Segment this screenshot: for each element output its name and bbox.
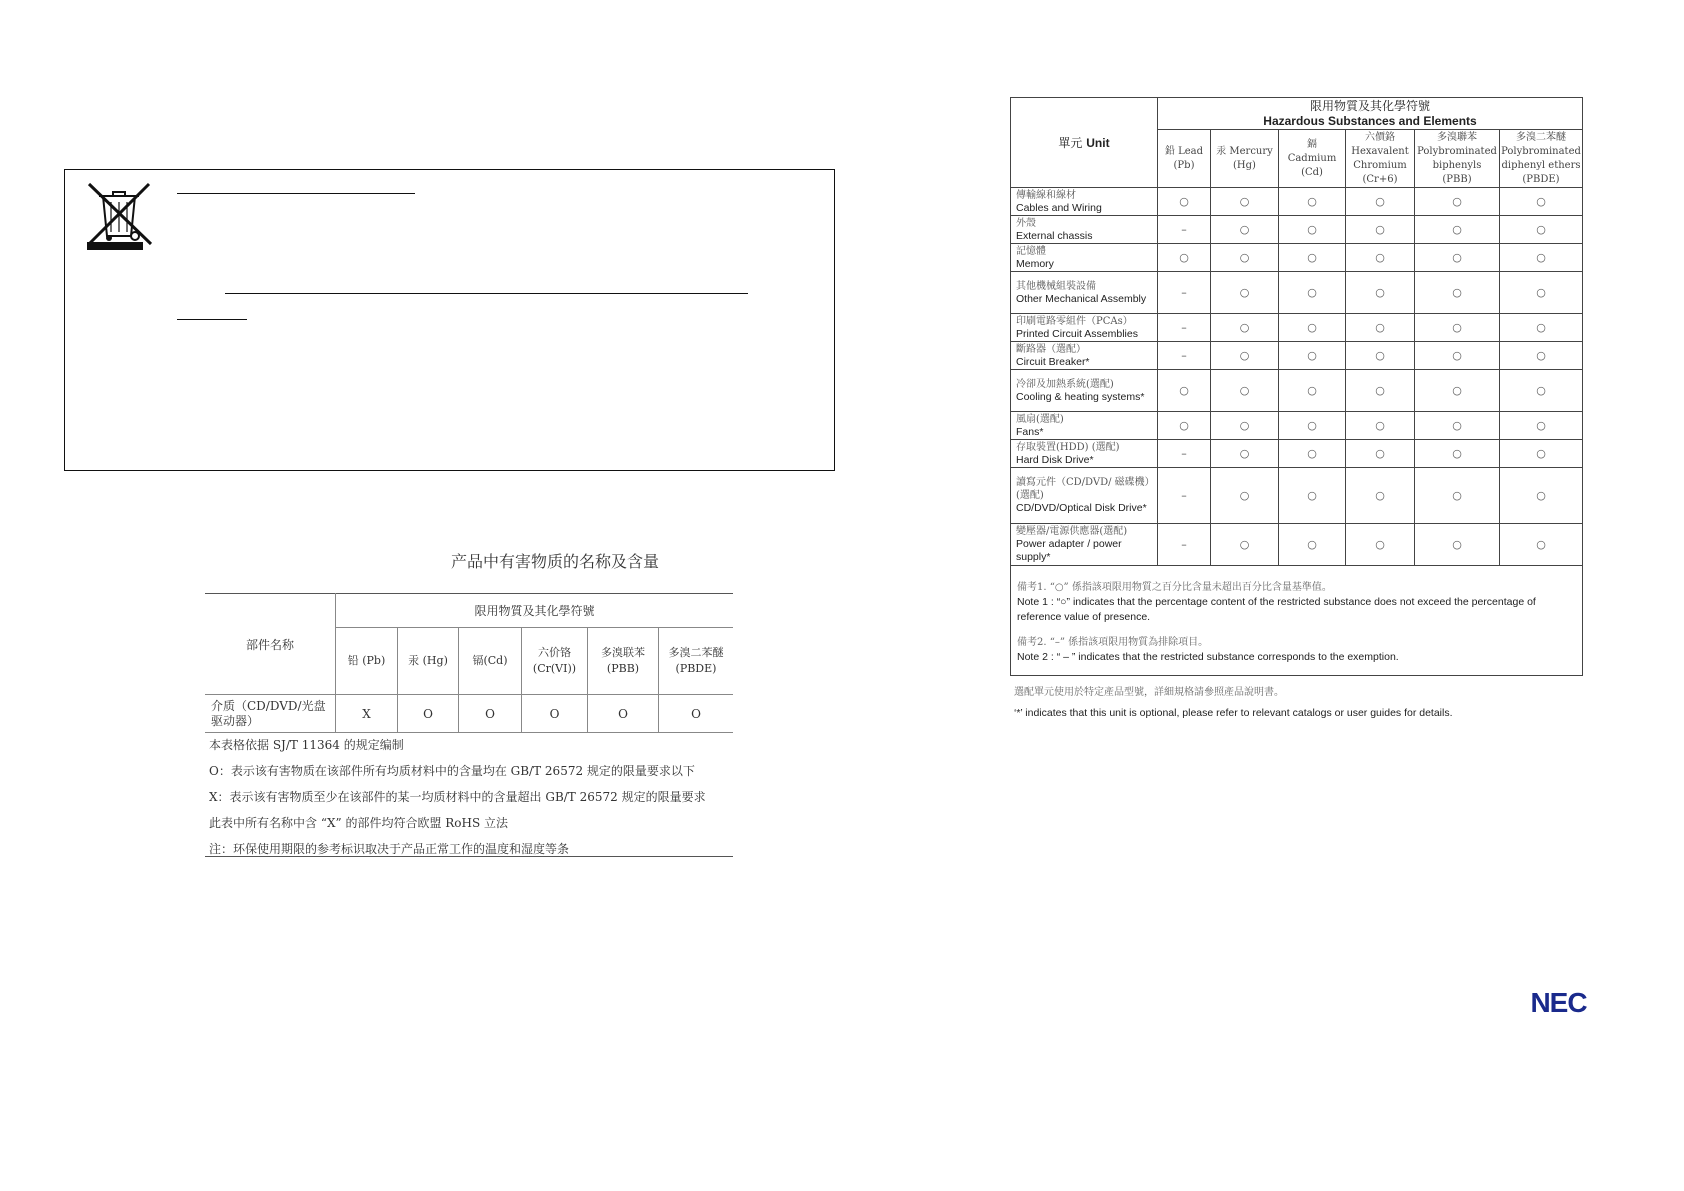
value-cell: ○	[1500, 468, 1583, 524]
table-row	[1011, 412, 1583, 440]
value-cell: ○	[1500, 314, 1583, 342]
value-cell: ○	[1279, 524, 1346, 566]
value-cell: ○	[1346, 314, 1415, 342]
table-row	[1011, 314, 1583, 342]
value-cell: –	[1158, 342, 1211, 370]
value-cell: ○	[1279, 244, 1346, 272]
table-row	[1011, 188, 1583, 216]
value-cell: ○	[1500, 272, 1583, 314]
value-cell: ○	[1346, 342, 1415, 370]
column-header-pb: 铅 (Pb)	[336, 628, 398, 695]
table-row	[1011, 342, 1583, 370]
row-label: 風扇(選配) Fans*	[1011, 412, 1158, 440]
value-cell: ○	[1279, 412, 1346, 440]
column-header-hg: 汞 (Hg)	[398, 628, 459, 695]
value-cell: O	[459, 695, 522, 733]
value-cell: ○	[1500, 440, 1583, 468]
value-cell: ○	[1279, 370, 1346, 412]
row-label: 其他機械組裝設備 Other Mechanical Assembly	[1011, 272, 1158, 314]
value-cell: –	[1158, 524, 1211, 566]
value-cell: ○	[1415, 314, 1500, 342]
value-cell: ○	[1211, 342, 1279, 370]
column-header-pbb: 多溴聯苯 Polybrominated biphenyls (PBB)	[1415, 130, 1500, 188]
note-line: X：表示该有害物质至少在该部件的某一均质材料中的含量超出 GB/T 26572 规定的限量要求	[209, 790, 706, 804]
group-header: 限用物質及其化學符號 Hazardous Substances and Elements	[1158, 98, 1583, 130]
row-label: 印刷電路零組件（PCAs） Printed Circuit Assemblies	[1011, 314, 1158, 342]
value-cell: ○	[1346, 272, 1415, 314]
value-cell: ○	[1500, 244, 1583, 272]
value-cell: ○	[1158, 244, 1211, 272]
value-cell: ○	[1279, 188, 1346, 216]
value-cell: ○	[1415, 412, 1500, 440]
note-line: 注：环保使用期限的参考标识取决于产品正常工作的温度和湿度等条	[209, 842, 570, 856]
column-header-cd: 鎘 Cadmium (Cd)	[1279, 130, 1346, 188]
nec-logo	[1516, 989, 1601, 1015]
value-cell: O	[588, 695, 659, 733]
footnote-zh: 選配單元使用於特定產品型號，詳細規格請參照產品說明書。	[1014, 687, 1284, 698]
value-cell: ○	[1346, 524, 1415, 566]
value-cell: ○	[1415, 342, 1500, 370]
value-cell: ○	[1279, 468, 1346, 524]
row-label: 變壓器/電源供應器(選配) Power adapter / power supply*	[1011, 524, 1158, 566]
value-cell: ○	[1415, 272, 1500, 314]
notes-row	[1011, 566, 1583, 676]
row-label: 存取裝置(HDD) (選配) Hard Disk Drive*	[1011, 440, 1158, 468]
value-cell: ○	[1211, 468, 1279, 524]
value-cell: ○	[1415, 524, 1500, 566]
table-row	[1011, 216, 1583, 244]
row-label: 斷路器（選配） Circuit Breaker*	[1011, 342, 1158, 370]
value-cell: ○	[1346, 412, 1415, 440]
text-underline	[225, 293, 748, 294]
cn-table-notes	[209, 732, 733, 862]
note-line: 此表中所有名称中含 “X” 的部件均符合欧盟 RoHS 立法	[209, 816, 509, 830]
value-cell: –	[1158, 314, 1211, 342]
value-cell: ○	[1415, 440, 1500, 468]
divider	[205, 856, 733, 857]
value-cell: ○	[1211, 216, 1279, 244]
value-cell: ○	[1279, 272, 1346, 314]
value-cell: ○	[1500, 370, 1583, 412]
value-cell: ○	[1158, 188, 1211, 216]
group-header: 限用物質及其化學符號	[336, 594, 734, 628]
value-cell: ○	[1211, 412, 1279, 440]
value-cell: ○	[1415, 370, 1500, 412]
column-header-pbb: 多溴联苯 (PBB)	[588, 628, 659, 695]
part-name-cell: 介质（CD/DVD/光盘驱动器）	[205, 695, 336, 733]
tw-table-footnote	[1014, 682, 1614, 724]
value-cell: ○	[1500, 412, 1583, 440]
value-cell: ○	[1279, 440, 1346, 468]
table-row	[1011, 468, 1583, 524]
value-cell: ○	[1415, 188, 1500, 216]
value-cell: O	[398, 695, 459, 733]
value-cell: ○	[1415, 216, 1500, 244]
weee-logo-bar	[87, 242, 143, 250]
value-cell: ○	[1346, 468, 1415, 524]
value-cell: ○	[1279, 314, 1346, 342]
table-row	[1011, 524, 1583, 566]
value-cell: ○	[1158, 412, 1211, 440]
value-cell: ○	[1346, 244, 1415, 272]
value-cell: ○	[1211, 188, 1279, 216]
value-cell: ○	[1415, 468, 1500, 524]
column-header-cr6: 六價鉻 Hexavalent Chromium (Cr+6)	[1346, 130, 1415, 188]
note2-en: Note 2 : “ – ” indicates that the restricted substance corresponds to the exemption.	[1017, 651, 1399, 663]
column-header-pb: 鉛 Lead (Pb)	[1158, 130, 1211, 188]
nec-logo-text: NEC	[1530, 989, 1587, 1015]
value-cell: ○	[1346, 440, 1415, 468]
value-cell: –	[1158, 216, 1211, 244]
table-row	[1011, 370, 1583, 412]
value-cell: ○	[1500, 524, 1583, 566]
value-cell: ○	[1279, 342, 1346, 370]
column-header-hg: 汞 Mercury (Hg)	[1211, 130, 1279, 188]
text-underline	[177, 319, 247, 320]
table-row	[205, 695, 733, 733]
unit-header: 單元 Unit	[1011, 98, 1158, 188]
value-cell: O	[522, 695, 588, 733]
note1-en: Note 1 : “○” indicates that the percentage content of the restricted substance does not exceed the percentage of reference value of presence.	[1017, 596, 1536, 623]
cn-hazardous-substance-table	[205, 593, 733, 733]
table-notes	[1011, 566, 1583, 676]
note2-zh: 備考2. “–” 係指該項限用物質為排除項目。	[1017, 637, 1209, 648]
value-cell: ○	[1211, 440, 1279, 468]
tw-hazardous-substance-table	[1010, 97, 1583, 676]
cn-table-title: 产品中有害物质的名称及含量	[450, 552, 659, 571]
value-cell: ○	[1500, 342, 1583, 370]
value-cell: ○	[1346, 370, 1415, 412]
row-label: 冷卻及加熱系統(選配) Cooling & heating systems*	[1011, 370, 1158, 412]
row-label: 傳輸線和線材 Cables and Wiring	[1011, 188, 1158, 216]
value-cell: O	[659, 695, 734, 733]
value-cell: ○	[1158, 370, 1211, 412]
weee-notice-box	[64, 169, 835, 471]
row-label: 讀寫元件（CD/DVD/ 磁碟機）(選配) CD/DVD/Optical Disk Drive*	[1011, 468, 1158, 524]
value-cell: ○	[1279, 216, 1346, 244]
note-line: 本表格依据 SJ/T 11364 的规定编制	[209, 738, 404, 752]
column-header-cr6: 六价铬 (Cr(VI))	[522, 628, 588, 695]
value-cell: –	[1158, 272, 1211, 314]
table-row	[1011, 440, 1583, 468]
value-cell: ○	[1211, 244, 1279, 272]
value-cell: ○	[1211, 370, 1279, 412]
value-cell: ○	[1346, 188, 1415, 216]
column-header-cd: 镉(Cd)	[459, 628, 522, 695]
value-cell: –	[1158, 440, 1211, 468]
row-label: 記憶體 Memory	[1011, 244, 1158, 272]
value-cell: ○	[1415, 244, 1500, 272]
value-cell: ○	[1211, 314, 1279, 342]
table-row	[1011, 244, 1583, 272]
value-cell: X	[336, 695, 398, 733]
table-row	[1011, 272, 1583, 314]
value-cell: ○	[1346, 216, 1415, 244]
value-cell: ○	[1211, 272, 1279, 314]
column-header-pbde: 多溴二苯醚 Polybrominated diphenyl ethers (PBDE)	[1500, 130, 1583, 188]
note1-zh: 備考1. “○” 係指該項限用物質之百分比含量未超出百分比含量基準值。	[1017, 582, 1332, 593]
note-line: O：表示该有害物质在该部件所有均质材料中的含量均在 GB/T 26572 规定的限量要求以下	[209, 764, 695, 778]
value-cell: ○	[1211, 524, 1279, 566]
part-name-header: 部件名称	[205, 594, 336, 695]
value-cell: ○	[1500, 216, 1583, 244]
row-label: 外殼 External chassis	[1011, 216, 1158, 244]
heading-underline	[177, 193, 415, 194]
value-cell: –	[1158, 468, 1211, 524]
value-cell: ○	[1500, 188, 1583, 216]
column-header-pbde: 多溴二苯醚 (PBDE)	[659, 628, 734, 695]
footnote-en: ‘*’ indicates that this unit is optional, please refer to relevant catalogs or user guides for details.	[1014, 707, 1453, 719]
